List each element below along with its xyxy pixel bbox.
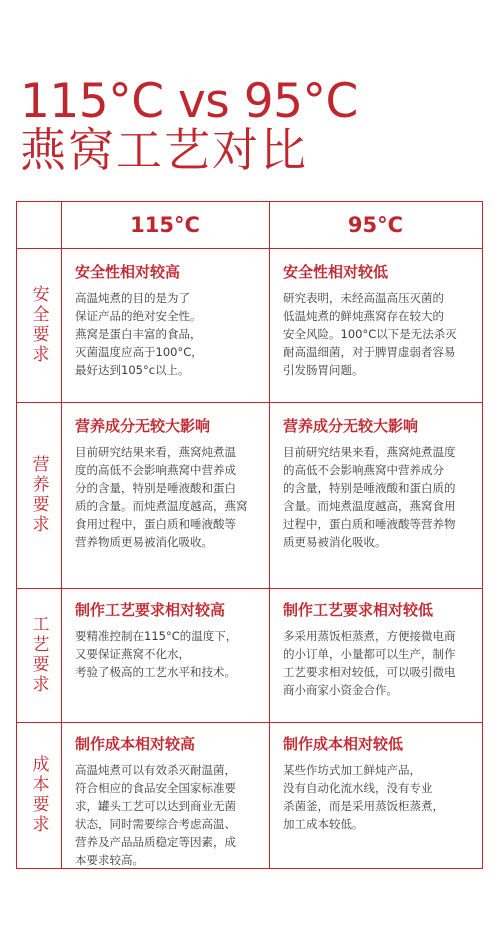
column-header-115: 115°C (130, 213, 200, 237)
cell-heading: 营养成分无较大影响 (283, 417, 419, 435)
cell-body: 某些作坊式加工鲜炖产品， 没有自动化流水线，没有专业 杀菌釜，而是采用蒸饭柜蒸煮， 加工成本较低。 (283, 763, 444, 831)
cell-heading: 制作工艺要求相对较高 (75, 601, 226, 619)
cell-body: 多采用蒸饭柜蒸煮，方便接微电商 的小订单，小量都可以生产，制作 工艺要求相对较低，可以吸引微电 商小商家小资金合作。 (283, 629, 456, 697)
cell-heading: 安全性相对较高 (75, 263, 181, 281)
cell-heading: 制作工艺要求相对较低 (283, 601, 434, 619)
cell-cost-115 (61, 734, 269, 869)
page-title-line2: 燕窝工艺对比 (20, 123, 308, 177)
cell-body: 高温炖煮的目的是为了 保证产品的绝对安全性。 燕窝是蛋白丰富的食品， 灭菌温度应高于100°C， 最好达到105°c以上。 (75, 291, 203, 377)
table-divider-horizontal (17, 402, 482, 403)
cell-body: 要精准控制在115°C的温度下， 又要保证燕窝不化水， 考验了极高的工艺水平和技术。 (75, 629, 238, 679)
cell-body: 目前研究结果来看，燕窝炖煮温度 的高低不会影响燕窝中营养成分 的含量，特别是唾液酸和蛋白质的 含量。而炖煮温度越高，燕窝食用 过程中，蛋白质和唾液酸等营养物 质更易被消化吸收。 (283, 445, 456, 549)
cell-process-95 (269, 600, 482, 699)
page-title-line1: 115°C vs 95°C (20, 74, 358, 129)
row-label-process: 工艺要求 (28, 615, 49, 695)
row-label-nutrition: 营养要求 (28, 455, 49, 535)
table-divider-horizontal (17, 588, 482, 589)
cell-process-115 (61, 600, 269, 681)
cell-safety-95 (269, 262, 482, 379)
cell-body: 目前研究结果来看，燕窝炖煮温 度的高低不会影响燕窝中营养成 分的含量，特别是唾液酸和蛋白 质的含量。而炖煮温度越高，燕窝 食用过程中，蛋白质和唾液酸等 营养物质更易被消化吸收。 (75, 445, 248, 549)
cell-safety-115 (61, 262, 269, 379)
cell-heading: 制作成本相对较低 (283, 735, 404, 753)
cell-heading: 营养成分无较大影响 (75, 417, 211, 435)
comparison-table (16, 201, 483, 869)
cell-heading: 安全性相对较低 (283, 263, 389, 281)
cell-heading: 制作成本相对较高 (75, 735, 196, 753)
row-label-cost: 成本要求 (28, 755, 49, 835)
column-header-95: 95°C (347, 213, 404, 237)
cell-cost-95 (269, 734, 482, 833)
cell-body: 高温炖煮可以有效杀灭耐温菌， 符合相应的食品安全国家标准要 求，罐头工艺可以达到商业无菌 状态，同时需要综合考虑高温、 营养及产品品质稳定等因素，成 本要求较高。 (75, 763, 236, 867)
cell-nutrition-95 (269, 416, 482, 551)
table-divider-horizontal (17, 248, 482, 249)
cell-body: 研究表明，未经高温高压灭菌的 低温炖煮的鲜炖燕窝存在较大的 安全风险。100°C以下是无法杀灭 耐高温细菌，对于脾胃虚弱者容易 引发肠胃问题。 (283, 291, 457, 377)
cell-nutrition-115 (61, 416, 269, 551)
row-label-safety: 安全要求 (28, 285, 49, 365)
table-divider-horizontal (17, 722, 482, 723)
